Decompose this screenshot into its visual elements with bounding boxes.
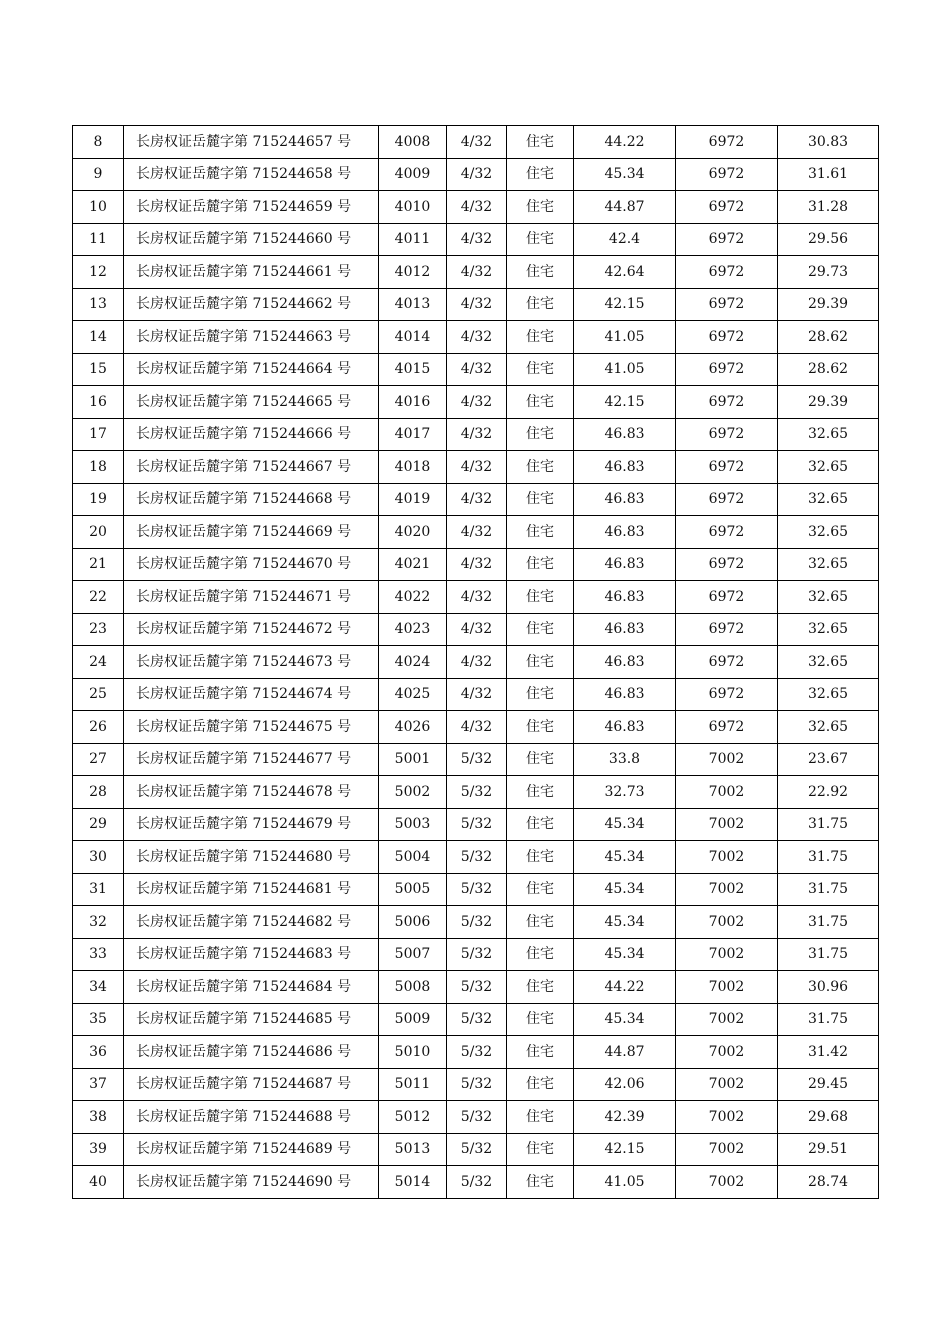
unit-price-cell: 6972 [676, 711, 778, 744]
certificate-number-cell: 长房权证岳麓字第 715244689 号 [124, 1133, 379, 1166]
table-row [73, 548, 879, 581]
unit-price-cell: 6972 [676, 418, 778, 451]
certificate-number-cell: 长房权证岳麓字第 715244670 号 [124, 548, 379, 581]
row-number-cell: 29 [73, 808, 124, 841]
total-price-cell: 29.51 [778, 1133, 879, 1166]
table-row [73, 678, 879, 711]
row-number-cell: 11 [73, 223, 124, 256]
unit-price-cell: 7002 [676, 1166, 778, 1199]
area-cell: 46.83 [574, 418, 676, 451]
floor-cell: 5/32 [447, 938, 507, 971]
table-row [73, 1101, 879, 1134]
room-number-cell: 4010 [379, 191, 447, 224]
area-cell: 46.83 [574, 646, 676, 679]
usage-cell: 住宅 [507, 581, 574, 614]
usage-cell: 住宅 [507, 613, 574, 646]
floor-cell: 4/32 [447, 321, 507, 354]
row-number-cell: 40 [73, 1166, 124, 1199]
total-price-cell: 29.39 [778, 288, 879, 321]
table-row [73, 223, 879, 256]
certificate-number-cell: 长房权证岳麓字第 715244665 号 [124, 386, 379, 419]
table-row [73, 451, 879, 484]
area-cell: 44.22 [574, 971, 676, 1004]
floor-cell: 5/32 [447, 1068, 507, 1101]
certificate-number-cell: 长房权证岳麓字第 715244663 号 [124, 321, 379, 354]
row-number-cell: 24 [73, 646, 124, 679]
area-cell: 44.87 [574, 1036, 676, 1069]
room-number-cell: 5011 [379, 1068, 447, 1101]
usage-cell: 住宅 [507, 971, 574, 1004]
room-number-cell: 4025 [379, 678, 447, 711]
total-price-cell: 29.56 [778, 223, 879, 256]
floor-cell: 4/32 [447, 256, 507, 289]
row-number-cell: 28 [73, 776, 124, 809]
row-number-cell: 22 [73, 581, 124, 614]
floor-cell: 5/32 [447, 808, 507, 841]
table-row [73, 776, 879, 809]
row-number-cell: 31 [73, 873, 124, 906]
total-price-cell: 28.62 [778, 353, 879, 386]
total-price-cell: 32.65 [778, 646, 879, 679]
table-row [73, 938, 879, 971]
unit-price-cell: 6972 [676, 353, 778, 386]
total-price-cell: 31.42 [778, 1036, 879, 1069]
floor-cell: 4/32 [447, 191, 507, 224]
floor-cell: 5/32 [447, 776, 507, 809]
unit-price-cell: 7002 [676, 1101, 778, 1134]
row-number-cell: 35 [73, 1003, 124, 1036]
unit-price-cell: 6972 [676, 256, 778, 289]
row-number-cell: 38 [73, 1101, 124, 1134]
table-row [73, 288, 879, 321]
row-number-cell: 19 [73, 483, 124, 516]
floor-cell: 4/32 [447, 126, 507, 159]
total-price-cell: 31.28 [778, 191, 879, 224]
certificate-number-cell: 长房权证岳麓字第 715244682 号 [124, 906, 379, 939]
area-cell: 45.34 [574, 808, 676, 841]
usage-cell: 住宅 [507, 678, 574, 711]
table-row [73, 386, 879, 419]
floor-cell: 4/32 [447, 418, 507, 451]
floor-cell: 5/32 [447, 1101, 507, 1134]
certificate-number-cell: 长房权证岳麓字第 715244675 号 [124, 711, 379, 744]
total-price-cell: 31.75 [778, 841, 879, 874]
area-cell: 46.83 [574, 516, 676, 549]
total-price-cell: 32.65 [778, 678, 879, 711]
row-number-cell: 20 [73, 516, 124, 549]
floor-cell: 5/32 [447, 1166, 507, 1199]
table-row [73, 613, 879, 646]
certificate-number-cell: 长房权证岳麓字第 715244664 号 [124, 353, 379, 386]
area-cell: 46.83 [574, 613, 676, 646]
usage-cell: 住宅 [507, 1036, 574, 1069]
certificate-number-cell: 长房权证岳麓字第 715244671 号 [124, 581, 379, 614]
unit-price-cell: 6972 [676, 613, 778, 646]
room-number-cell: 4021 [379, 548, 447, 581]
total-price-cell: 32.65 [778, 418, 879, 451]
unit-price-cell: 7002 [676, 1068, 778, 1101]
unit-price-cell: 6972 [676, 646, 778, 679]
certificate-number-cell: 长房权证岳麓字第 715244673 号 [124, 646, 379, 679]
room-number-cell: 4022 [379, 581, 447, 614]
area-cell: 41.05 [574, 353, 676, 386]
unit-price-cell: 7002 [676, 1036, 778, 1069]
room-number-cell: 5006 [379, 906, 447, 939]
certificate-number-cell: 长房权证岳麓字第 715244679 号 [124, 808, 379, 841]
total-price-cell: 22.92 [778, 776, 879, 809]
table-row [73, 126, 879, 159]
floor-cell: 5/32 [447, 1036, 507, 1069]
table-row [73, 1003, 879, 1036]
certificate-number-cell: 长房权证岳麓字第 715244662 号 [124, 288, 379, 321]
total-price-cell: 32.65 [778, 613, 879, 646]
area-cell: 46.83 [574, 678, 676, 711]
row-number-cell: 26 [73, 711, 124, 744]
area-cell: 44.87 [574, 191, 676, 224]
total-price-cell: 31.75 [778, 873, 879, 906]
unit-price-cell: 7002 [676, 1133, 778, 1166]
unit-price-cell: 6972 [676, 288, 778, 321]
area-cell: 46.83 [574, 581, 676, 614]
usage-cell: 住宅 [507, 938, 574, 971]
certificate-number-cell: 长房权证岳麓字第 715244667 号 [124, 451, 379, 484]
usage-cell: 住宅 [507, 321, 574, 354]
area-cell: 42.64 [574, 256, 676, 289]
certificate-number-cell: 长房权证岳麓字第 715244672 号 [124, 613, 379, 646]
total-price-cell: 32.65 [778, 451, 879, 484]
certificate-number-cell: 长房权证岳麓字第 715244661 号 [124, 256, 379, 289]
floor-cell: 4/32 [447, 516, 507, 549]
certificate-number-cell: 长房权证岳麓字第 715244669 号 [124, 516, 379, 549]
floor-cell: 4/32 [447, 678, 507, 711]
table-row [73, 191, 879, 224]
certificate-number-cell: 长房权证岳麓字第 715244690 号 [124, 1166, 379, 1199]
floor-cell: 5/32 [447, 873, 507, 906]
area-cell: 46.83 [574, 451, 676, 484]
usage-cell: 住宅 [507, 1133, 574, 1166]
unit-price-cell: 6972 [676, 158, 778, 191]
row-number-cell: 36 [73, 1036, 124, 1069]
row-number-cell: 30 [73, 841, 124, 874]
area-cell: 45.34 [574, 1003, 676, 1036]
floor-cell: 4/32 [447, 386, 507, 419]
room-number-cell: 5002 [379, 776, 447, 809]
room-number-cell: 4008 [379, 126, 447, 159]
usage-cell: 住宅 [507, 516, 574, 549]
room-number-cell: 4024 [379, 646, 447, 679]
area-cell: 45.34 [574, 841, 676, 874]
area-cell: 45.34 [574, 158, 676, 191]
total-price-cell: 32.65 [778, 516, 879, 549]
table-row [73, 321, 879, 354]
room-number-cell: 5013 [379, 1133, 447, 1166]
unit-price-cell: 6972 [676, 483, 778, 516]
certificate-number-cell: 长房权证岳麓字第 715244678 号 [124, 776, 379, 809]
table-row [73, 256, 879, 289]
room-number-cell: 4009 [379, 158, 447, 191]
total-price-cell: 32.65 [778, 548, 879, 581]
room-number-cell: 4014 [379, 321, 447, 354]
total-price-cell: 31.61 [778, 158, 879, 191]
unit-price-cell: 7002 [676, 808, 778, 841]
row-number-cell: 25 [73, 678, 124, 711]
area-cell: 41.05 [574, 321, 676, 354]
total-price-cell: 30.96 [778, 971, 879, 1004]
room-number-cell: 4019 [379, 483, 447, 516]
usage-cell: 住宅 [507, 841, 574, 874]
certificate-number-cell: 长房权证岳麓字第 715244687 号 [124, 1068, 379, 1101]
unit-price-cell: 7002 [676, 841, 778, 874]
floor-cell: 4/32 [447, 353, 507, 386]
floor-cell: 4/32 [447, 613, 507, 646]
usage-cell: 住宅 [507, 1003, 574, 1036]
table-row [73, 483, 879, 516]
room-number-cell: 5003 [379, 808, 447, 841]
usage-cell: 住宅 [507, 646, 574, 679]
certificate-number-cell: 长房权证岳麓字第 715244659 号 [124, 191, 379, 224]
total-price-cell: 29.45 [778, 1068, 879, 1101]
unit-price-cell: 7002 [676, 1003, 778, 1036]
usage-cell: 住宅 [507, 711, 574, 744]
room-number-cell: 5010 [379, 1036, 447, 1069]
certificate-number-cell: 长房权证岳麓字第 715244657 号 [124, 126, 379, 159]
row-number-cell: 13 [73, 288, 124, 321]
unit-price-cell: 6972 [676, 386, 778, 419]
usage-cell: 住宅 [507, 743, 574, 776]
table-row [73, 1068, 879, 1101]
area-cell: 42.15 [574, 1133, 676, 1166]
usage-cell: 住宅 [507, 451, 574, 484]
table-row [73, 1133, 879, 1166]
usage-cell: 住宅 [507, 1068, 574, 1101]
certificate-number-cell: 长房权证岳麓字第 715244680 号 [124, 841, 379, 874]
area-cell: 44.22 [574, 126, 676, 159]
room-number-cell: 4016 [379, 386, 447, 419]
total-price-cell: 29.68 [778, 1101, 879, 1134]
usage-cell: 住宅 [507, 158, 574, 191]
certificate-number-cell: 长房权证岳麓字第 715244666 号 [124, 418, 379, 451]
area-cell: 46.83 [574, 548, 676, 581]
usage-cell: 住宅 [507, 873, 574, 906]
area-cell: 45.34 [574, 938, 676, 971]
unit-price-cell: 7002 [676, 906, 778, 939]
floor-cell: 4/32 [447, 711, 507, 744]
area-cell: 42.06 [574, 1068, 676, 1101]
unit-price-cell: 7002 [676, 971, 778, 1004]
room-number-cell: 4012 [379, 256, 447, 289]
room-number-cell: 5007 [379, 938, 447, 971]
room-number-cell: 4017 [379, 418, 447, 451]
room-number-cell: 4015 [379, 353, 447, 386]
certificate-number-cell: 长房权证岳麓字第 715244681 号 [124, 873, 379, 906]
area-cell: 42.15 [574, 386, 676, 419]
floor-cell: 4/32 [447, 646, 507, 679]
floor-cell: 4/32 [447, 288, 507, 321]
unit-price-cell: 6972 [676, 581, 778, 614]
area-cell: 42.15 [574, 288, 676, 321]
room-number-cell: 4013 [379, 288, 447, 321]
certificate-number-cell: 长房权证岳麓字第 715244668 号 [124, 483, 379, 516]
floor-cell: 5/32 [447, 906, 507, 939]
floor-cell: 4/32 [447, 451, 507, 484]
total-price-cell: 23.67 [778, 743, 879, 776]
table-row [73, 158, 879, 191]
area-cell: 42.4 [574, 223, 676, 256]
table-row [73, 581, 879, 614]
area-cell: 33.8 [574, 743, 676, 776]
area-cell: 41.05 [574, 1166, 676, 1199]
unit-price-cell: 6972 [676, 548, 778, 581]
row-number-cell: 27 [73, 743, 124, 776]
room-number-cell: 4023 [379, 613, 447, 646]
row-number-cell: 32 [73, 906, 124, 939]
table-row [73, 873, 879, 906]
row-number-cell: 39 [73, 1133, 124, 1166]
unit-price-cell: 7002 [676, 776, 778, 809]
usage-cell: 住宅 [507, 808, 574, 841]
usage-cell: 住宅 [507, 548, 574, 581]
table-row [73, 646, 879, 679]
unit-price-cell: 6972 [676, 126, 778, 159]
certificate-number-cell: 长房权证岳麓字第 715244688 号 [124, 1101, 379, 1134]
room-number-cell: 5009 [379, 1003, 447, 1036]
total-price-cell: 31.75 [778, 808, 879, 841]
certificate-number-cell: 长房权证岳麓字第 715244660 号 [124, 223, 379, 256]
area-cell: 32.73 [574, 776, 676, 809]
room-number-cell: 5004 [379, 841, 447, 874]
row-number-cell: 18 [73, 451, 124, 484]
table-row [73, 1036, 879, 1069]
unit-price-cell: 7002 [676, 743, 778, 776]
table-row [73, 841, 879, 874]
room-number-cell: 4011 [379, 223, 447, 256]
table-row [73, 808, 879, 841]
unit-price-cell: 6972 [676, 321, 778, 354]
unit-price-cell: 6972 [676, 191, 778, 224]
row-number-cell: 10 [73, 191, 124, 224]
unit-price-cell: 7002 [676, 873, 778, 906]
row-number-cell: 23 [73, 613, 124, 646]
certificate-number-cell: 长房权证岳麓字第 715244686 号 [124, 1036, 379, 1069]
row-number-cell: 21 [73, 548, 124, 581]
floor-cell: 5/32 [447, 841, 507, 874]
table-body [73, 126, 879, 1199]
total-price-cell: 32.65 [778, 483, 879, 516]
room-number-cell: 5001 [379, 743, 447, 776]
floor-cell: 5/32 [447, 1003, 507, 1036]
row-number-cell: 15 [73, 353, 124, 386]
certificate-number-cell: 长房权证岳麓字第 715244683 号 [124, 938, 379, 971]
total-price-cell: 30.83 [778, 126, 879, 159]
usage-cell: 住宅 [507, 1101, 574, 1134]
row-number-cell: 34 [73, 971, 124, 1004]
total-price-cell: 31.75 [778, 906, 879, 939]
certificate-number-cell: 长房权证岳麓字第 715244685 号 [124, 1003, 379, 1036]
total-price-cell: 32.65 [778, 711, 879, 744]
table-row [73, 743, 879, 776]
usage-cell: 住宅 [507, 288, 574, 321]
room-number-cell: 5005 [379, 873, 447, 906]
row-number-cell: 9 [73, 158, 124, 191]
usage-cell: 住宅 [507, 1166, 574, 1199]
unit-price-cell: 6972 [676, 678, 778, 711]
floor-cell: 4/32 [447, 548, 507, 581]
total-price-cell: 31.75 [778, 1003, 879, 1036]
area-cell: 45.34 [574, 906, 676, 939]
floor-cell: 4/32 [447, 223, 507, 256]
certificate-number-cell: 长房权证岳麓字第 715244684 号 [124, 971, 379, 1004]
table-row [73, 711, 879, 744]
total-price-cell: 29.73 [778, 256, 879, 289]
total-price-cell: 32.65 [778, 581, 879, 614]
table-row [73, 971, 879, 1004]
room-number-cell: 5008 [379, 971, 447, 1004]
total-price-cell: 28.62 [778, 321, 879, 354]
table-row [73, 353, 879, 386]
table-row [73, 418, 879, 451]
table-row [73, 516, 879, 549]
usage-cell: 住宅 [507, 191, 574, 224]
total-price-cell: 31.75 [778, 938, 879, 971]
area-cell: 46.83 [574, 711, 676, 744]
room-number-cell: 5014 [379, 1166, 447, 1199]
usage-cell: 住宅 [507, 483, 574, 516]
total-price-cell: 28.74 [778, 1166, 879, 1199]
unit-price-cell: 6972 [676, 223, 778, 256]
usage-cell: 住宅 [507, 126, 574, 159]
floor-cell: 5/32 [447, 1133, 507, 1166]
usage-cell: 住宅 [507, 386, 574, 419]
area-cell: 42.39 [574, 1101, 676, 1134]
property-table [72, 125, 879, 1199]
room-number-cell: 4020 [379, 516, 447, 549]
floor-cell: 5/32 [447, 971, 507, 1004]
usage-cell: 住宅 [507, 256, 574, 289]
usage-cell: 住宅 [507, 906, 574, 939]
table-row [73, 906, 879, 939]
area-cell: 45.34 [574, 873, 676, 906]
floor-cell: 4/32 [447, 158, 507, 191]
row-number-cell: 33 [73, 938, 124, 971]
unit-price-cell: 6972 [676, 516, 778, 549]
usage-cell: 住宅 [507, 418, 574, 451]
usage-cell: 住宅 [507, 776, 574, 809]
row-number-cell: 8 [73, 126, 124, 159]
row-number-cell: 16 [73, 386, 124, 419]
floor-cell: 4/32 [447, 483, 507, 516]
table-row [73, 1166, 879, 1199]
room-number-cell: 4018 [379, 451, 447, 484]
certificate-number-cell: 长房权证岳麓字第 715244677 号 [124, 743, 379, 776]
floor-cell: 5/32 [447, 743, 507, 776]
usage-cell: 住宅 [507, 223, 574, 256]
total-price-cell: 29.39 [778, 386, 879, 419]
row-number-cell: 37 [73, 1068, 124, 1101]
row-number-cell: 14 [73, 321, 124, 354]
certificate-number-cell: 长房权证岳麓字第 715244658 号 [124, 158, 379, 191]
room-number-cell: 5012 [379, 1101, 447, 1134]
usage-cell: 住宅 [507, 353, 574, 386]
floor-cell: 4/32 [447, 581, 507, 614]
row-number-cell: 12 [73, 256, 124, 289]
unit-price-cell: 6972 [676, 451, 778, 484]
room-number-cell: 4026 [379, 711, 447, 744]
area-cell: 46.83 [574, 483, 676, 516]
certificate-number-cell: 长房权证岳麓字第 715244674 号 [124, 678, 379, 711]
row-number-cell: 17 [73, 418, 124, 451]
unit-price-cell: 7002 [676, 938, 778, 971]
